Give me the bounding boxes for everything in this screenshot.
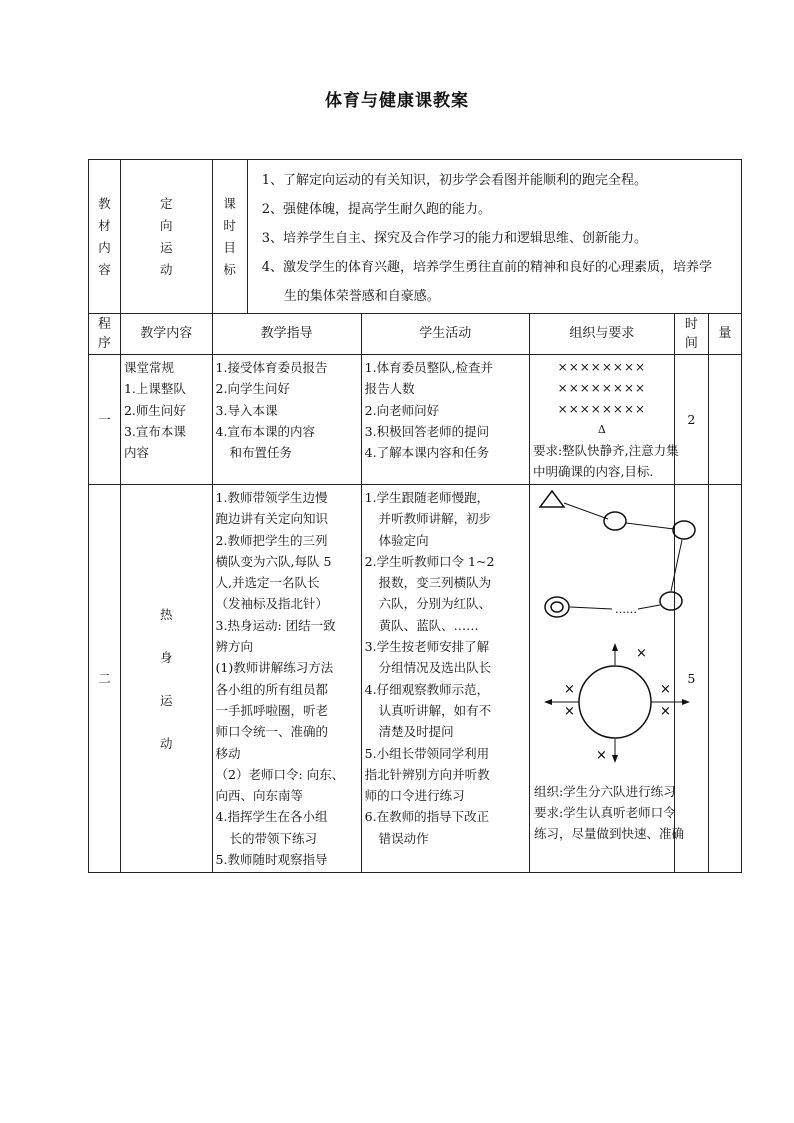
- header-amount: 量: [708, 314, 741, 355]
- lesson-plan-table: [88, 159, 742, 873]
- section-row-2: [89, 485, 742, 873]
- row-activity: 1.学生跟随老师慢跑， 并听教师讲解，初步 体验定向 2.学生听教师口令 1~2 报数，变三列横队为 六队，分别为红队、 黄队、蓝队、…… 3.学生按老师安排了解 分组情况及选出队长 4.仔细观察教师示范， 认真听讲解，如有不 清楚及时提问 5.小组长带领同学利用 指北针辨别方向并听教 师的口令进行练习 6.在教师的指导下改正 错误动作: [361, 485, 529, 873]
- row-seq: 二: [89, 485, 121, 873]
- header-time: 时 间: [674, 314, 708, 355]
- header-content: 教学内容: [120, 314, 212, 355]
- student-mark: ×: [563, 682, 575, 697]
- goal-label: 课 时 目 标: [212, 160, 247, 314]
- header-org: 组织与要求: [529, 314, 674, 355]
- section-row-1: [89, 355, 742, 485]
- header-seq: 程 序: [89, 314, 121, 355]
- row-guide: 1.接受体育委员报告 2.向学生问好 3.导入本课 4.宣布本课的内容 和布置任务: [212, 355, 361, 485]
- start-triangle-icon: [540, 491, 564, 507]
- row-org: ×××××××× ×××××××× ×××××××× Δ 要求:整队快静齐,注意力集 中明确课的内容,目标.: [529, 355, 674, 485]
- row-org: …… × × × × × × 组织:学生分六队进行练习 要求:学生认真听老师口令 练习，尽量做到快速、准确: [529, 485, 674, 873]
- row-seq: 一: [89, 355, 121, 485]
- row-amount: [708, 485, 741, 873]
- header-row: [89, 314, 742, 355]
- checkpoint-circle-icon: [604, 512, 626, 530]
- row-time: 5: [674, 485, 708, 873]
- student-formation-row: ××××××××: [557, 402, 647, 416]
- top-info-row: [89, 160, 742, 314]
- student-formation-row: ××××××××: [557, 381, 647, 395]
- goal-item: 3、培养学生自主、探究及合作学习的能力和逻辑思维、创新能力。: [261, 231, 647, 246]
- arrow-left-icon: [544, 699, 552, 705]
- student-mark: ×: [659, 704, 671, 719]
- row-content: 课堂常规 1.上课整队 2.师生问好 3.宣布本课 内容: [120, 355, 212, 485]
- lesson-goals: [247, 160, 741, 314]
- row-time: 2: [674, 355, 708, 485]
- teacher-marker: Δ: [597, 423, 606, 436]
- row-guide: 1.教师带领学生边慢 跑边讲有关定向知识 2.教师把学生的三列 横队变为六队,每队 5 人,并选定一名队长 （发袖标及指北针） 3.热身运动: 团结一致 辨方向 (1)教师讲解练习方法 各小组的所有组员都 一手抓呼啦圈，听老 师口令统一、准确的 移动 （2）老师口令: 向东、 向西、向东南等 4.指挥学生在各小组 长的带领下练习 5.教师随时观察指导: [212, 485, 361, 873]
- student-mark: ×: [635, 646, 647, 661]
- formation-diagram: [536, 487, 671, 775]
- row-amount: [708, 355, 741, 485]
- goal-item: 2、强健体魄，提高学生耐久跑的能力。: [261, 202, 491, 217]
- row-activity: 1.体育委员整队,检查并 报告人数 2.向老师问好 3.积极回答老师的提问 4.了解本课内容和任务: [361, 355, 529, 485]
- student-formation-row: ××××××××: [557, 360, 647, 374]
- page-title: 体育与健康课教案: [325, 91, 469, 111]
- checkpoint-circle-icon: [545, 597, 569, 617]
- student-mark: ×: [659, 682, 671, 697]
- student-mark: ×: [563, 704, 575, 719]
- goal-item: 生的集体荣誉感和自豪感。: [283, 289, 440, 304]
- hula-hoop-circle: [579, 666, 651, 738]
- goal-item: 1、了解定向运动的有关知识，初步学会看图并能顺利的跑完全程。: [261, 173, 647, 188]
- content-label: 教 材 内 容: [89, 160, 121, 314]
- header-activity: 学生活动: [361, 314, 529, 355]
- arrow-down-icon: [612, 755, 618, 763]
- content-value: 定 向 运 动: [120, 160, 212, 314]
- dots-text: ……: [614, 603, 637, 616]
- student-mark: ×: [595, 748, 607, 763]
- goal-item: 4、激发学生的体育兴趣，培养学生勇往直前的精神和良好的心理素质，培养学: [261, 260, 712, 275]
- arrow-up-icon: [612, 643, 618, 651]
- row-content: 热 身 运 动: [120, 485, 212, 873]
- header-guide: 教学指导: [212, 314, 361, 355]
